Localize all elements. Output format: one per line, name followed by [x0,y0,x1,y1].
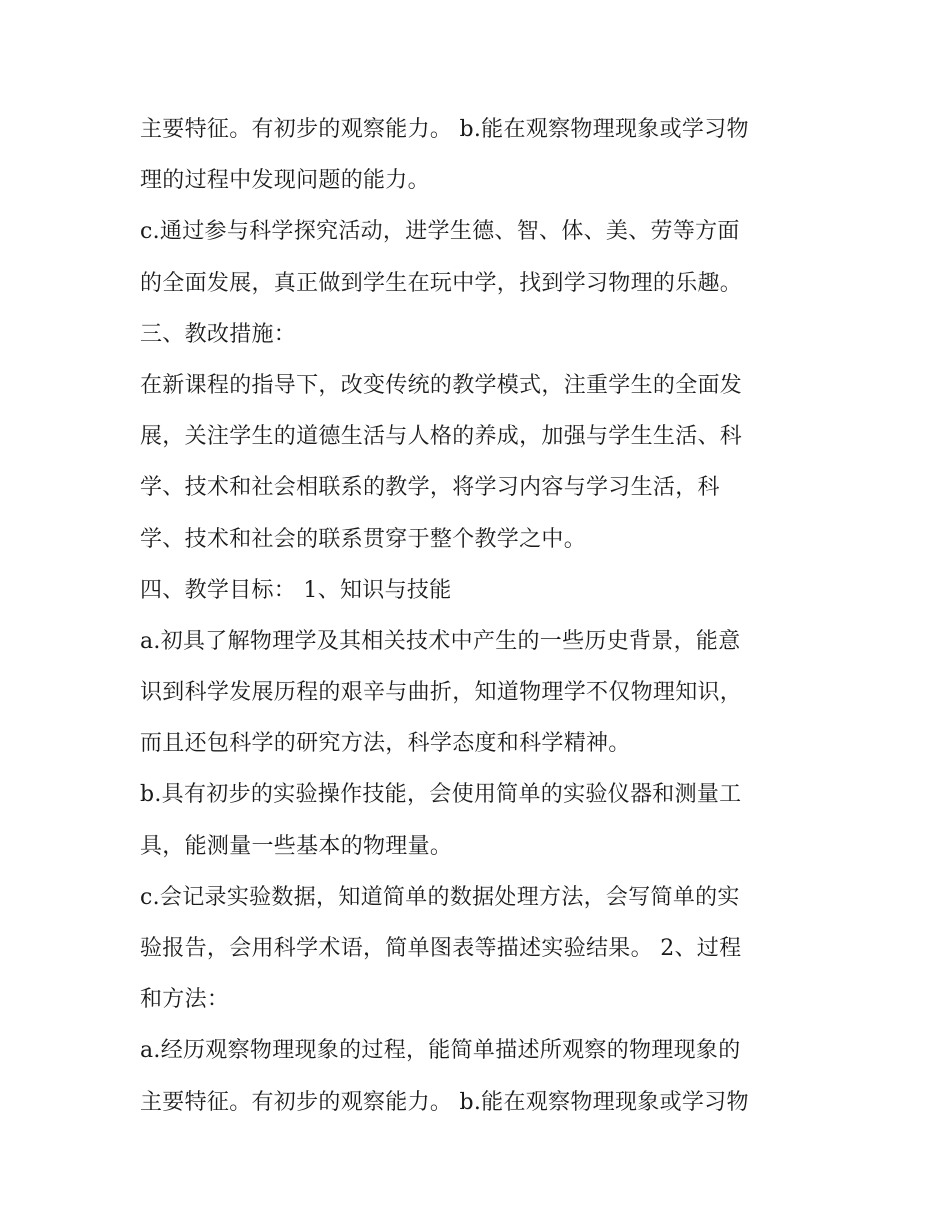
text-line: 在新课程的指导下，改变传统的教学模式，注重学生的全面发 [140,372,743,398]
text-line: 主要特征。有初步的观察能力。 b.能在观察物理现象或学习物 [140,117,749,142]
text-line: 而且还包科学的研究方法，科学态度和科学精神。 [140,731,631,757]
section-heading: 四、教学目标： 1、知识与技能 [140,577,452,603]
text-line: 识到科学发展历程的艰辛与曲折，知道物理学不仅物理知识， [140,680,743,706]
text-line: b.具有初步的实验操作技能，会使用简单的实验仪器和测量工 [140,782,742,808]
text-line: c.通过参与科学探究活动，进学生德、智、体、美、劳等方面 [140,219,740,245]
text-line: 验报告，会用科学术语，简单图表等描述实验结果。 2、过程 [140,936,742,961]
text-line: a.初具了解物理学及其相关技术中产生的一些历史背景，能意 [140,628,741,654]
section-heading: 三、教改措施： [140,321,297,347]
text-line: 的全面发展，真正做到学生在玩中学，找到学习物理的乐趣。 [140,270,743,296]
text-line: 学、技术和社会的联系贯穿于整个教学之中。 [140,526,587,552]
text-line: 和方法： [140,987,230,1013]
text-line: a.经历观察物理现象的过程，能简单描述所观察的物理现象的 [140,1038,741,1064]
text-line: 展，关注学生的道德生活与人格的养成，加强与学生生活、科 [140,424,743,450]
text-line: c.会记录实验数据，知道简单的数据处理方法，会写简单的实 [140,884,740,910]
text-line: 具，能测量一些基本的物理量。 [140,833,453,859]
document-body [140,104,820,1128]
text-line: 理的过程中发现问题的能力。 [140,168,430,194]
text-line: 学、技术和社会相联系的教学，将学习内容与学习生活，科 [140,475,720,501]
text-line: 主要特征。有初步的观察能力。 b.能在观察物理现象或学习物 [140,1089,749,1115]
